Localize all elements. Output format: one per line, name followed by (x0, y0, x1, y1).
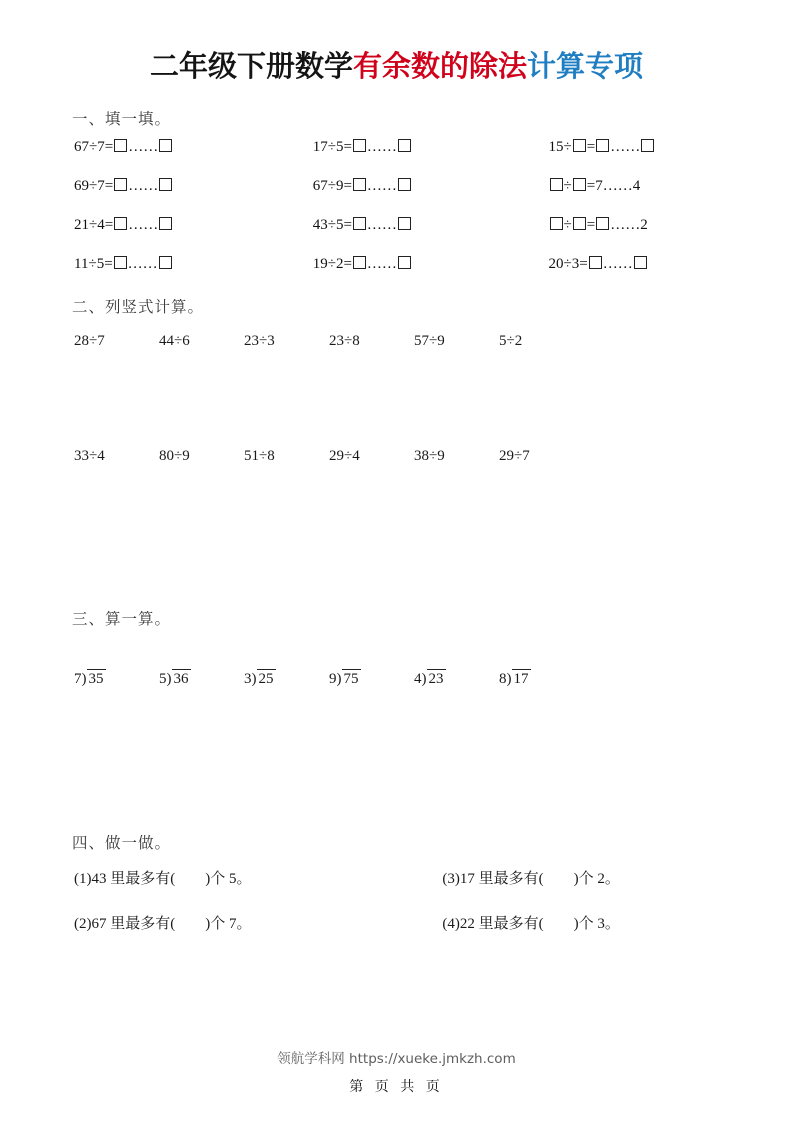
division-bracket: ) (421, 671, 427, 687)
divisor: 9 (329, 671, 337, 687)
vertical-calc-item: 33÷4 (74, 448, 105, 464)
vertical-calc-item: 44÷6 (159, 333, 190, 349)
divisor: 7 (74, 671, 82, 687)
section-heading-2: 二、列竖式计算。 (72, 299, 205, 316)
long-division-item (329, 669, 414, 689)
page-number-label: 第 页 共 页 (349, 1080, 444, 1095)
answer-box (114, 256, 127, 269)
fill-in-row (74, 256, 741, 273)
fill-in-item: 21÷4= …… (74, 217, 313, 234)
answer-box (589, 256, 602, 269)
vertical-calc-item: 57÷9 (414, 333, 445, 349)
fill-in-row (74, 139, 741, 156)
fill-in-item: 19÷2= …… (313, 256, 549, 273)
answer-box (398, 178, 411, 191)
answer-box (353, 139, 366, 152)
answer-box (353, 256, 366, 269)
vertical-calc-item: 23÷3 (244, 333, 275, 349)
division-bracket: ) (506, 671, 512, 687)
answer-box (634, 256, 647, 269)
answer-box (159, 217, 172, 230)
vertical-calc-item: 38÷9 (414, 448, 445, 464)
answer-box (114, 139, 127, 152)
division-bracket: ) (336, 671, 342, 687)
answer-box (398, 139, 411, 152)
question-item: (2)67 里最多有( )个 7。 (74, 915, 252, 932)
fill-in-item: 67÷9= …… (313, 178, 549, 195)
long-division-item (159, 669, 244, 689)
answer-box (641, 139, 654, 152)
vertical-calc-item: 5÷2 (499, 333, 523, 349)
vertical-calc-row-2 (74, 448, 741, 465)
title-part-topic: 有余数的除法 (352, 49, 527, 83)
fill-in-item: ÷ =7……4 (549, 178, 742, 195)
answer-box (159, 139, 172, 152)
dividend: 35 (88, 671, 104, 687)
division-bracket: ) (251, 671, 257, 687)
fill-in-item: 15÷ = …… (549, 139, 742, 156)
division-bracket: ) (166, 671, 172, 687)
fill-in-item: ÷ = ……2 (549, 217, 742, 234)
answer-box (398, 256, 411, 269)
answer-box (573, 178, 586, 191)
fill-in-item: 11÷5= …… (74, 256, 313, 273)
title-part-type: 计算专项 (527, 49, 644, 83)
divisor: 3 (244, 671, 252, 687)
long-division-item (74, 669, 159, 689)
fill-in-item: 67÷7= …… (74, 139, 313, 156)
fill-in-row (74, 178, 741, 195)
question-row (74, 867, 741, 888)
answer-box (114, 178, 127, 191)
divisor: 4 (414, 671, 422, 687)
answer-box (114, 217, 127, 230)
section-heading-4: 四、做一做。 (72, 834, 172, 852)
work-space-section-3 (52, 689, 741, 809)
vertical-calc-item: 28÷7 (74, 333, 105, 349)
dividend: 25 (258, 671, 274, 687)
fill-in-item: 20÷3= …… (549, 256, 742, 273)
answer-box (573, 217, 586, 230)
answer-box (159, 178, 172, 191)
question-row (74, 912, 741, 933)
vertical-calc-item: 29÷7 (499, 448, 530, 464)
long-division-item (414, 669, 499, 689)
dividend: 17 (513, 671, 529, 687)
vertical-calc-item: 80÷9 (159, 448, 190, 464)
question-item: (3)17 里最多有( )个 2。 (442, 870, 620, 887)
question-item: (4)22 里最多有( )个 3。 (442, 915, 620, 932)
section-heading-1: 一、填一填。 (72, 111, 172, 128)
answer-box (550, 178, 563, 191)
long-division-item (499, 669, 584, 689)
answer-box (573, 139, 586, 152)
dividend: 75 (343, 671, 359, 687)
work-space-section-2 (52, 465, 741, 585)
vertical-calc-item: 29÷4 (329, 448, 360, 464)
answer-box (596, 139, 609, 152)
vertical-calc-item: 23÷8 (329, 333, 360, 349)
answer-box (596, 217, 609, 230)
long-division-item (244, 669, 329, 689)
vertical-calc-item: 51÷8 (244, 448, 275, 464)
fill-in-item: 69÷7= …… (74, 178, 313, 195)
division-bracket: ) (81, 671, 87, 687)
fill-in-item: 17÷5= …… (313, 139, 549, 156)
section-heading-3: 三、算一算。 (72, 611, 172, 628)
watermark-text: 领航学科网 https://xueke.jmkzh.com (277, 1051, 516, 1067)
fill-in-row (74, 217, 741, 234)
dividend: 23 (428, 671, 444, 687)
fill-in-grid (74, 139, 741, 273)
long-division-row (74, 669, 741, 689)
divisor: 5 (159, 671, 167, 687)
page-title (52, 44, 741, 85)
answer-box (550, 217, 563, 230)
answer-box (353, 178, 366, 191)
dividend: 36 (173, 671, 189, 687)
fill-in-item: 43÷5= …… (313, 217, 549, 234)
divisor: 8 (499, 671, 507, 687)
answer-box (398, 217, 411, 230)
vertical-calc-row-1 (74, 333, 741, 350)
question-item: (1)43 里最多有( )个 5。 (74, 870, 252, 887)
page-footer (0, 1047, 793, 1096)
answer-box (353, 217, 366, 230)
question-grid (74, 867, 741, 933)
answer-box (159, 256, 172, 269)
title-part-grade: 二年级下册数学 (149, 49, 353, 83)
